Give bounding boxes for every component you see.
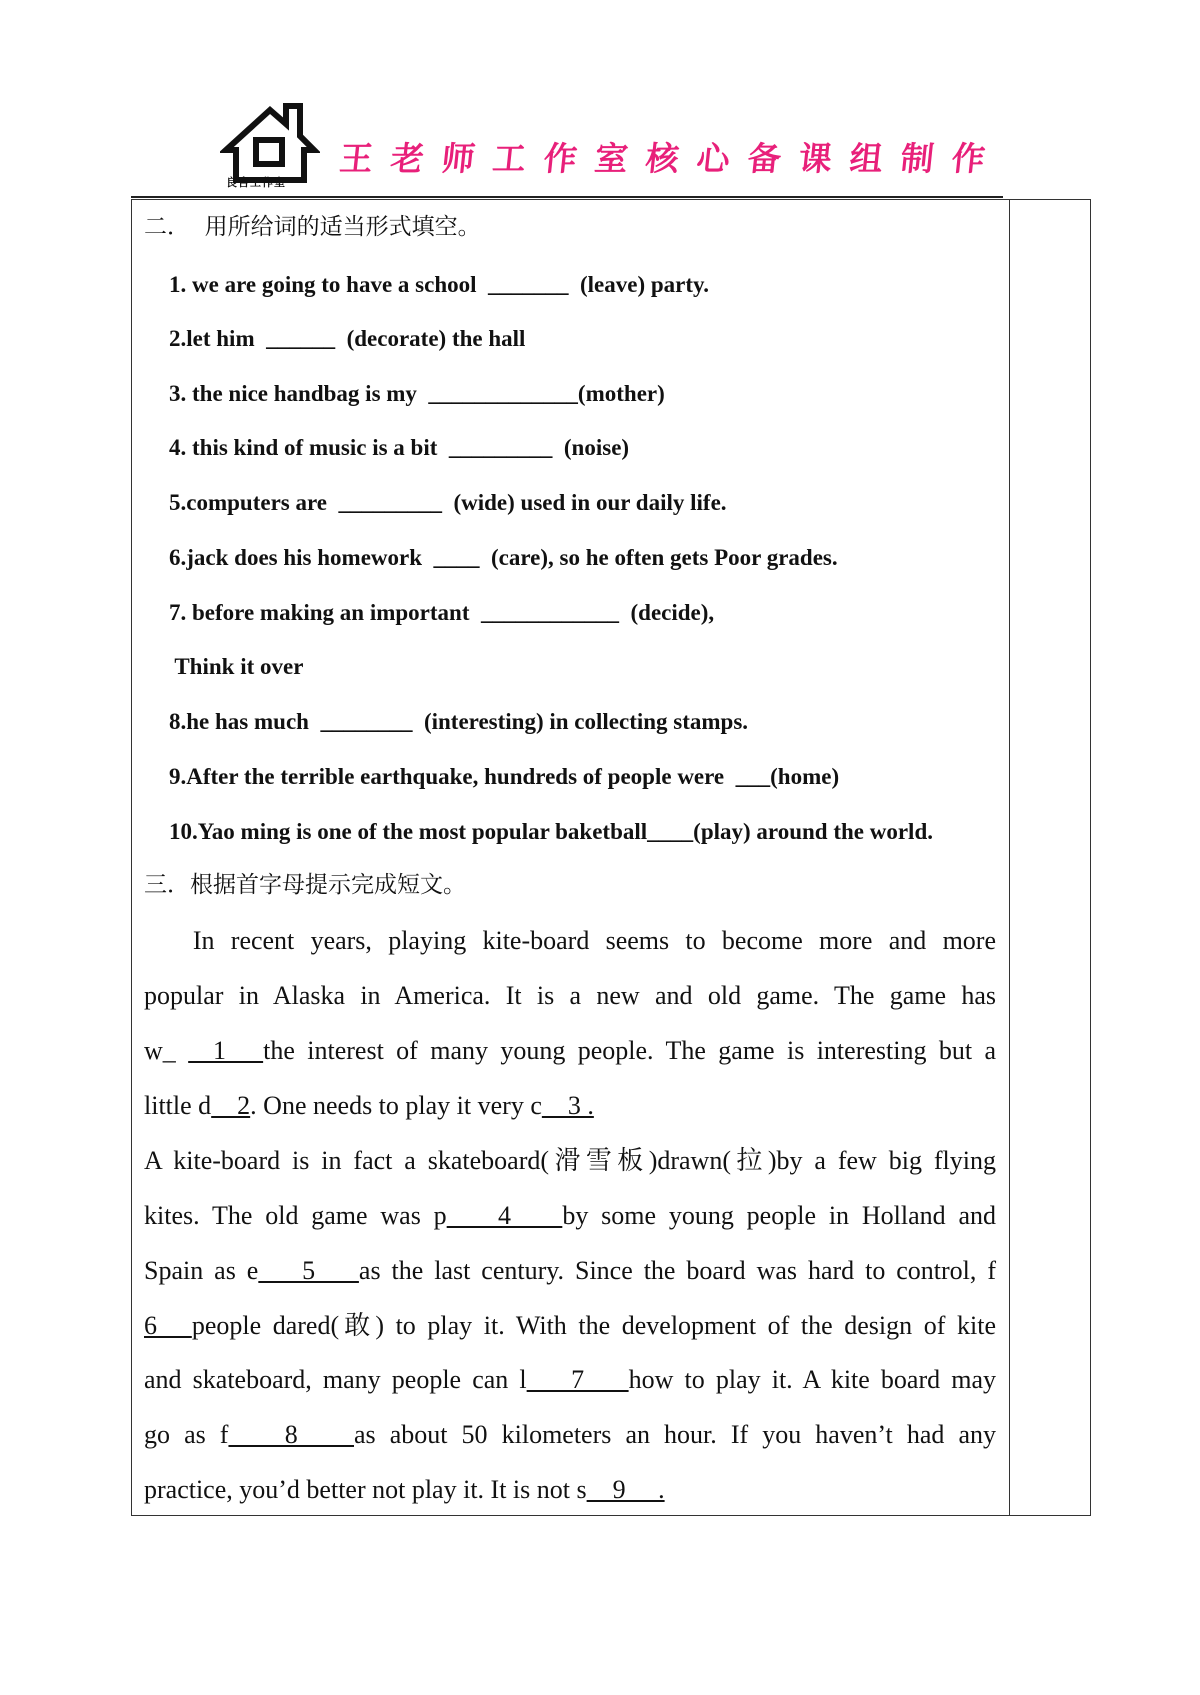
question-11: 10.Yao ming is one of the most popular baketball____(play) around the world. [169, 819, 933, 844]
passage-text: practice, you’d better not play it. It is not s [144, 1475, 587, 1504]
passage-text: Spain as e [144, 1256, 259, 1285]
header-rule [131, 196, 1003, 198]
answer-blank: 1 [188, 1036, 264, 1065]
passage-text: kites. The old game was p [144, 1201, 447, 1230]
question-5: 5.computers are _________ (wide) used in our daily life. [169, 490, 727, 515]
section-3-title: 三．根据首字母提示完成短文。 [144, 872, 466, 898]
passage-text: by some young people in Holland and [562, 1201, 996, 1230]
answer-blank: 2 [211, 1091, 251, 1120]
answer-blank: 8 [228, 1420, 354, 1449]
passage-text: how to play it. A kite board may [628, 1365, 997, 1394]
question-4: 4. this kind of music is a bit _________ (noise) [169, 435, 630, 460]
passage-line [144, 928, 996, 954]
answer-blank: 9 . [586, 1475, 665, 1504]
question-9: 8.he has much ________ (interesting) in collecting stamps. [169, 709, 749, 734]
answer-blank: 7 [526, 1365, 629, 1394]
passage-line [144, 1038, 996, 1064]
answer-blank: 5 [258, 1256, 359, 1285]
passage-line [144, 1148, 996, 1174]
passage-text: A kite-board is in fact a skateboard(滑雪板)drawn(拉)by a few big flying [144, 1146, 996, 1175]
answer-blank: 6 [144, 1311, 192, 1340]
answer-blank: 3 . [541, 1091, 594, 1120]
logo-caption: 良吉工作室 [226, 177, 286, 189]
answer-blank: 4 [446, 1201, 563, 1230]
passage-text: as the last century. Since the board was hard to control, f [358, 1256, 997, 1285]
passage-line [144, 1093, 996, 1119]
passage-text: the interest of many young people. The game is interesting but a [263, 1036, 996, 1065]
question-10: 9.After the terrible earthquake, hundreds of people were ___(home) [169, 764, 840, 789]
question-2: 2.let him ______ (decorate) the hall [169, 326, 526, 351]
passage-text: w_ [144, 1036, 189, 1065]
passage-line [144, 1203, 996, 1229]
question-1: 1. we are going to have a school _______ (leave) party. [169, 272, 710, 297]
question-6: 6.jack does his homework ____ (care), so he often gets Poor grades. [169, 545, 838, 570]
passage-line [144, 1477, 996, 1503]
question-7: 7. before making an important ____________ (decide), [169, 600, 715, 625]
passage-line [144, 1367, 996, 1393]
passage-text: popular in Alaska in America. It is a new and old game. The game has [144, 981, 996, 1010]
section-2-title: 二． 用所给词的适当形式填空。 [144, 214, 481, 240]
question-8: Think it over [169, 654, 304, 679]
table-column-divider [1009, 199, 1010, 1516]
passage-line [144, 983, 996, 1009]
header-banner: 王老师工作室核心备课组制作 [337, 139, 1005, 178]
passage-line [144, 1258, 996, 1284]
passage-text: little d [144, 1091, 212, 1120]
passage-text: . One needs to play it very c [250, 1091, 542, 1120]
passage-text: people dared(敢) to play it. With the development of the design of kite [191, 1311, 997, 1340]
passage-text: and skateboard, many people can l [144, 1365, 527, 1394]
passage-text: as about 50 kilometers an hour. If you haven’t had any [354, 1420, 996, 1449]
question-3: 3. the nice handbag is my _____________(mother) [169, 381, 665, 406]
passage-text: go as f [144, 1420, 229, 1449]
passage-line [144, 1422, 996, 1448]
passage-line [144, 1313, 996, 1339]
passage-text: In recent years, playing kite-board seems to become more and more [144, 926, 996, 955]
